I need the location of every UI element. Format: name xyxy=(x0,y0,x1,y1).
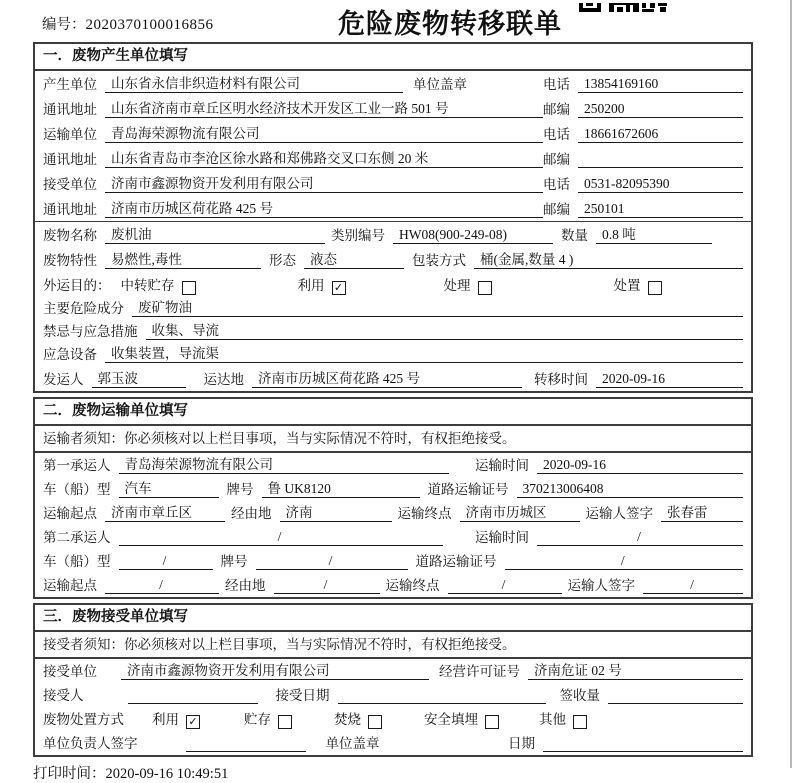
section-receiver xyxy=(33,603,753,757)
plate-value: 鲁 UK8120 xyxy=(262,477,420,498)
hazard-component-value: 废矿物油 xyxy=(132,296,743,317)
purpose-option-label: 中转贮存 xyxy=(120,278,175,293)
first-carrier-label: 第一承运人 xyxy=(43,458,111,473)
checkbox-icon xyxy=(478,281,492,295)
vehicle-type-label: 车（船）型 xyxy=(43,554,111,569)
form-header xyxy=(0,0,796,42)
address-label: 通讯地址 xyxy=(43,152,97,167)
address-label: 通讯地址 xyxy=(43,202,97,217)
second-carrier-row xyxy=(35,525,751,549)
via-label: 经由地 xyxy=(231,506,272,521)
checkbox-icon xyxy=(278,715,292,729)
checkbox-icon xyxy=(368,715,382,729)
permit-number-value: 济南危证 02 号 xyxy=(528,659,743,680)
waste-character-row xyxy=(35,247,751,272)
waste-character-value: 易燃性,毒性 xyxy=(105,248,261,269)
purpose-option-treat xyxy=(444,274,492,294)
transporter-row xyxy=(35,121,751,146)
transport-time-value: 2020-09-16 xyxy=(537,457,743,474)
carrier-signature-value: 张春雷 xyxy=(661,501,743,522)
transfer-time-value: 2020-09-16 xyxy=(596,371,743,388)
phone-label: 电话 xyxy=(543,127,570,142)
terminal-label: 运输终点 xyxy=(397,506,452,521)
section-producer xyxy=(33,42,753,393)
receive-date-label: 接受日期 xyxy=(275,688,330,703)
checkbox-icon xyxy=(573,715,587,729)
waste-character-label: 废物特性 xyxy=(43,253,97,268)
checkbox-icon xyxy=(485,715,499,729)
vehicle-row-2 xyxy=(35,549,751,573)
consignor-value: 郭玉波 xyxy=(92,367,186,388)
road-license-label: 道路运输证号 xyxy=(427,482,509,497)
document-number-value: 2020370100016856 xyxy=(85,17,214,33)
disposal-option-store xyxy=(244,708,292,728)
route-row-1 xyxy=(35,501,751,525)
form-label: 形态 xyxy=(269,253,296,268)
consignor-label: 发运人 xyxy=(43,372,84,387)
section-transporter-title: 二．废物运输单位填写 xyxy=(35,399,751,426)
section-receiver-title: 三．废物接受单位填写 xyxy=(35,605,751,632)
origin-label: 运输起点 xyxy=(43,578,97,593)
hazard-component-label: 主要危险成分 xyxy=(43,301,124,316)
disposal-method-row xyxy=(35,707,751,731)
plate-label: 牌号 xyxy=(226,482,254,497)
road-license-2-value: / xyxy=(505,553,744,570)
purpose-option-utilize xyxy=(298,274,346,294)
emergency-measures-row xyxy=(35,320,751,343)
form-value: 液态 xyxy=(304,248,404,269)
leader-signature-value xyxy=(186,751,306,752)
terminal-value: 济南市历城区 xyxy=(460,501,580,522)
receiver-address-row xyxy=(35,196,751,221)
vehicle-type-label: 车（船）型 xyxy=(43,482,111,497)
origin-label: 运输起点 xyxy=(43,506,97,521)
first-carrier-row xyxy=(35,453,751,477)
destination-label: 运达地 xyxy=(203,372,244,387)
checkbox-checked-icon xyxy=(332,281,346,295)
purpose-option-label: 利用 xyxy=(297,278,325,293)
purpose-label: 外运目的： xyxy=(43,278,111,293)
purpose-option-dispose xyxy=(614,274,662,294)
document-number-label: 编号： xyxy=(42,17,86,33)
road-license-value: 370213006408 xyxy=(517,481,744,498)
carrier-signature-label: 运输人签字 xyxy=(567,578,635,593)
receiver-label: 接受单位 xyxy=(43,177,97,192)
transport-time-label: 运输时间 xyxy=(475,458,529,473)
zip-label: 邮编 xyxy=(543,152,570,167)
receiver-row xyxy=(35,171,751,196)
disposal-option-utilize xyxy=(152,708,200,728)
transporter-address-value: 山东省青岛市李沧区徐水路和郑佛路交叉口东侧 20 米 xyxy=(105,147,543,168)
transporter-zip-value xyxy=(578,167,743,168)
first-carrier-value: 青岛海荣源物流有限公司 xyxy=(119,453,449,474)
receiver-person-row xyxy=(35,683,751,707)
emergency-equipment-row xyxy=(35,343,751,366)
hazard-component-row xyxy=(35,297,751,320)
terminal-label: 运输终点 xyxy=(385,578,440,593)
zip-label: 邮编 xyxy=(543,202,570,217)
waste-name-label: 废物名称 xyxy=(43,228,97,243)
disposal-option-label: 贮存 xyxy=(244,712,271,727)
purpose-option-label: 处置 xyxy=(613,278,641,293)
packing-value: 桶(金属,数量 4 ) xyxy=(474,248,743,269)
quantity-value: 0.8 吨 xyxy=(596,223,712,244)
producer-value: 山东省永信非织造材料有限公司 xyxy=(105,72,403,93)
receiver-person-value xyxy=(128,703,258,704)
transporter-value: 青岛海荣源物流有限公司 xyxy=(105,122,543,143)
transporter-address-row xyxy=(35,146,751,171)
checkbox-mark: ✓ xyxy=(188,715,198,728)
received-amount-label: 签收量 xyxy=(559,688,600,703)
sign-date-label: 日期 xyxy=(508,736,535,751)
quantity-label: 数量 xyxy=(561,228,588,243)
receive-date-value xyxy=(338,703,546,704)
producer-label: 产生单位 xyxy=(43,77,97,92)
transport-time-2-value: / xyxy=(537,529,743,546)
receiver-zip-value: 250101 xyxy=(578,201,743,218)
section-transporter xyxy=(33,397,753,599)
route-row-2 xyxy=(35,573,751,597)
disposal-option-label: 利用 xyxy=(152,712,179,727)
disposal-option-label: 焚烧 xyxy=(334,712,361,727)
section-producer-title: 一．废物产生单位填写 xyxy=(35,44,751,71)
vehicle-type-value: 汽车 xyxy=(119,477,219,498)
emergency-equipment-label: 应急设备 xyxy=(43,347,97,362)
via-value: 济南 xyxy=(280,501,392,522)
origin-value: 济南市章丘区 xyxy=(105,501,225,522)
receiving-unit-row xyxy=(35,659,751,683)
phone-label: 电话 xyxy=(543,177,570,192)
emergency-measures-label: 禁忌与应急措施 xyxy=(43,324,138,339)
checkbox-mark: ✓ xyxy=(333,281,344,294)
transfer-time-label: 转移时间 xyxy=(534,372,588,387)
purpose-option-label: 处理 xyxy=(443,278,471,293)
print-time-value: 2020-09-16 10:49:51 xyxy=(105,766,229,782)
leader-signature-label: 单位负责人签字 xyxy=(43,736,138,751)
unit-seal-label: 单位盖章 xyxy=(325,736,380,751)
receiver-phone-value: 0531-82095390 xyxy=(578,176,743,193)
checkbox-checked-icon xyxy=(186,715,200,729)
origin-2-value: / xyxy=(105,577,219,594)
print-time xyxy=(33,762,796,783)
road-license-label: 道路运输证号 xyxy=(415,554,497,569)
leader-signature-row xyxy=(35,731,751,755)
zip-label: 邮编 xyxy=(543,102,570,117)
category-value: HW08(900-249-08) xyxy=(393,227,553,244)
print-time-label: 打印时间： xyxy=(33,766,106,782)
producer-zip-value: 250200 xyxy=(578,101,743,118)
vehicle-row-1 xyxy=(35,477,751,501)
qr-code-fragment-icon xyxy=(578,0,670,10)
disposal-method-label: 废物处置方式 xyxy=(43,712,124,727)
second-carrier-label: 第二承运人 xyxy=(43,530,111,545)
transporter-phone-value: 18661672606 xyxy=(578,126,743,143)
disposal-option-label: 其他 xyxy=(539,712,566,727)
address-label: 通讯地址 xyxy=(43,102,97,117)
carrier-signature-label: 运输人签字 xyxy=(585,506,653,521)
receiver-address-value: 济南市历城区荷花路 425 号 xyxy=(105,197,543,218)
sign-date-value xyxy=(543,751,743,752)
page-edge-divider xyxy=(790,0,792,768)
checkbox-icon xyxy=(648,281,662,295)
second-carrier-value: / xyxy=(119,529,443,546)
purpose-option-transit xyxy=(121,274,196,294)
receiver-notice: 接受者须知：你必须核对以上栏目事项，当与实际情况不符时，有权拒绝接受。 xyxy=(35,632,751,659)
consignor-row xyxy=(35,366,751,391)
disposal-option-landfill xyxy=(424,708,499,728)
disposal-option-label: 安全填埋 xyxy=(424,712,478,727)
packing-label: 包装方式 xyxy=(412,253,466,268)
producer-address-row xyxy=(35,96,751,121)
carrier-signature-2-value: / xyxy=(643,577,743,594)
page-title: 危险废物转移联单 xyxy=(338,9,562,39)
disposal-option-incinerate xyxy=(334,708,382,728)
receiving-unit-label: 接受单位 xyxy=(43,664,97,679)
terminal-2-value: / xyxy=(448,577,562,594)
category-label: 类别编号 xyxy=(331,228,385,243)
unit-seal-label: 单位盖章 xyxy=(413,77,467,92)
destination-value: 济南市历城区荷花路 425 号 xyxy=(252,367,522,388)
purpose-row xyxy=(35,272,751,297)
receiver-person-label: 接受人 xyxy=(43,688,84,703)
receiving-unit-value: 济南市鑫源物资开发利用有限公司 xyxy=(121,659,429,680)
plate-label: 牌号 xyxy=(220,554,248,569)
transporter-label: 运输单位 xyxy=(43,127,97,142)
via-2-value: / xyxy=(274,577,380,594)
emergency-measures-value: 收集、导流 xyxy=(146,319,744,340)
waste-name-row xyxy=(35,222,751,247)
waste-name-value: 废机油 xyxy=(105,223,325,244)
vehicle-type-2-value: / xyxy=(119,553,213,570)
phone-label: 电话 xyxy=(543,77,570,92)
receiver-value: 济南市鑫源物资开发利用有限公司 xyxy=(105,172,543,193)
received-amount-value xyxy=(608,703,743,704)
permit-number-label: 经营许可证号 xyxy=(439,664,520,679)
producer-phone-value: 13854169160 xyxy=(578,76,743,93)
disposal-option-other xyxy=(539,708,587,728)
producer-row xyxy=(35,71,751,96)
plate-2-value: / xyxy=(256,553,408,570)
via-label: 经由地 xyxy=(225,578,266,593)
emergency-equipment-value: 收集装置，导流渠 xyxy=(105,342,743,363)
checkbox-icon xyxy=(182,281,196,295)
producer-address-value: 山东省济南市章丘区明水经济技术开发区工业一路 501 号 xyxy=(105,97,543,118)
transport-time-label: 运输时间 xyxy=(475,530,529,545)
transporter-notice: 运输者须知：你必须核对以上栏目事项，当与实际情况不符时，有权拒绝接受。 xyxy=(35,426,751,453)
